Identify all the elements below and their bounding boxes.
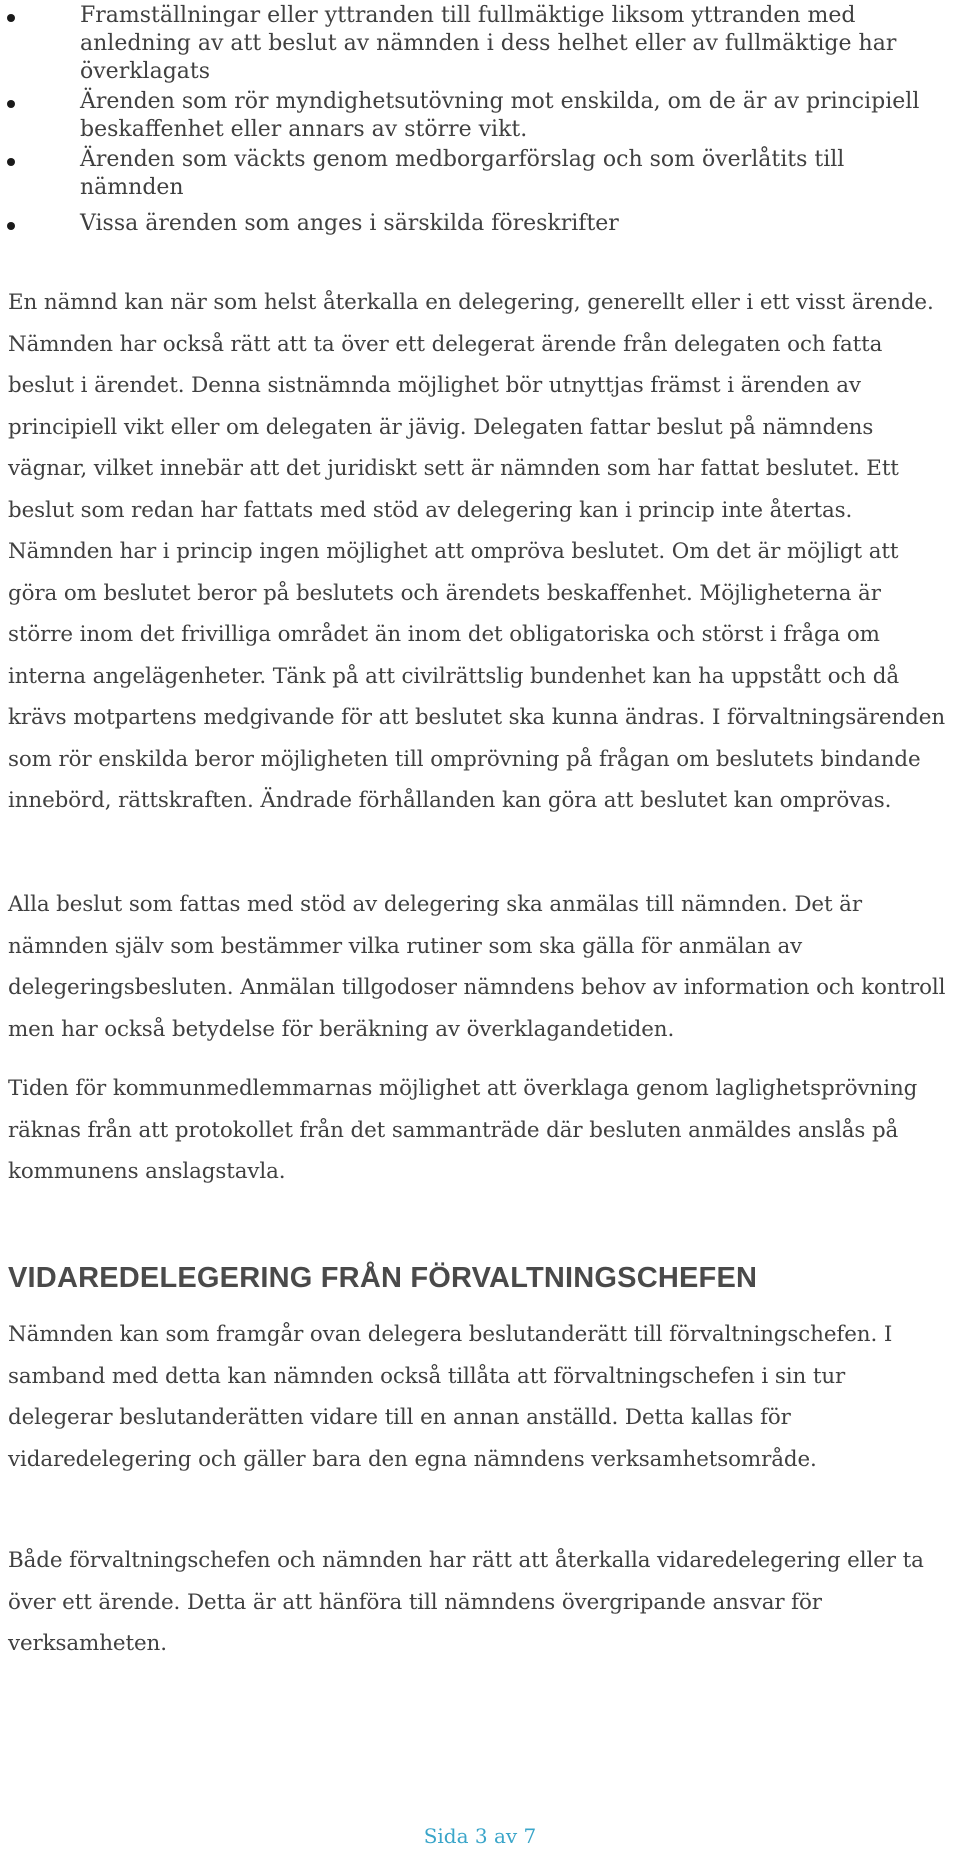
list-item	[0, 88, 960, 144]
bullet-icon	[7, 222, 15, 230]
list-item-text: Vissa ärenden som anges i särskilda föreskrifter	[80, 211, 619, 236]
paragraph-appeal-time: Tiden för kommunmedlemmarnas möjlighet att överklaga genom laglighetsprövning räknas från att protokollet från det sammanträde där besluten anmäldes anslås på kommunens anslagstavla.	[8, 1076, 918, 1184]
bullet-icon	[7, 100, 15, 108]
list-item-text: Ärenden som väckts genom medborgarförslag och som överlåtits till nämnden	[80, 147, 845, 200]
paragraph-subdelegation: Nämnden kan som framgår ovan delegera beslutanderätt till förvaltningschefen. I samband med detta kan nämnden också tillåta att förvaltningschefen i sin tur delegerar beslutanderätten vidare till en annan anställd. Detta kallas för vidaredelegering och gäller bara den egna nämndens verksamhetsområde.	[8, 1322, 893, 1472]
list-item	[0, 210, 960, 238]
list-item	[0, 146, 960, 202]
paragraph-subdelegation-recall: Både förvaltningschefen och nämnden har rätt att återkalla vidaredelegering eller ta över ett ärende. Detta är att hänföra till nämndens övergripande ansvar för verksamheten.	[8, 1548, 924, 1656]
list-item-text: Framställningar eller yttranden till fullmäktige liksom yttranden med anledning av att beslut av nämnden i dess helhet eller av fullmäktige har överklagats	[80, 3, 897, 84]
paragraph-reporting: Alla beslut som fattas med stöd av delegering ska anmälas till nämnden. Det är nämnden själv som bestämmer vilka rutiner som ska gälla för anmälan av delegeringsbesluten. Anmälan tillgodoser nämndens behov av information och kontroll men har också betydelse för beräkning av överklagandetiden.	[8, 892, 946, 1042]
bullet-icon	[7, 158, 15, 166]
bullet-icon	[7, 14, 15, 22]
section-heading: VIDAREDELEGERING FRÅN FÖRVALTNINGSCHEFEN	[8, 1262, 758, 1294]
page-number: Sida 3 av 7	[423, 1824, 537, 1848]
paragraph-delegation-recall: En nämnd kan när som helst återkalla en delegering, generellt eller i ett visst ärende. Nämnden har också rätt att ta över ett delegerat ärende från delegaten och fatta beslut i ärendet. Denna sistnämnda möjlighet bör utnyttjas främst i ärenden av principiell vikt eller om delegaten är jävig. Delegaten fattar beslut på nämndens vägnar, vilket innebär att det juridiskt sett är nämnden som har fattat beslutet. Ett beslut som redan har fattats med stöd av delegering kan i princip inte återtas. Nämnden har i princip ingen möjlighet att ompröva beslutet. Om det är möjligt att göra om beslutet beror på beslutets och ärendets beskaffenhet. Möjligheterna är större inom det frivilliga området än inom det obligatoriska och störst i fråga om interna angelägenheter. Tänk på att civilrättslig bundenhet kan ha uppstått och då krävs motpartens medgivande för att beslutet ska kunna ändras. I förvaltningsärenden som rör enskilda beror möjligheten till omprövning på frågan om beslutets bindande innebörd, rättskraften. Ändrade förhållanden kan göra att beslutet kan omprövas.	[8, 290, 945, 813]
list-item	[0, 2, 960, 86]
list-item-text: Ärenden som rör myndighetsutövning mot enskilda, om de är av principiell beskaffenhet eller annars av större vikt.	[80, 89, 920, 142]
bullet-list	[0, 2, 960, 238]
